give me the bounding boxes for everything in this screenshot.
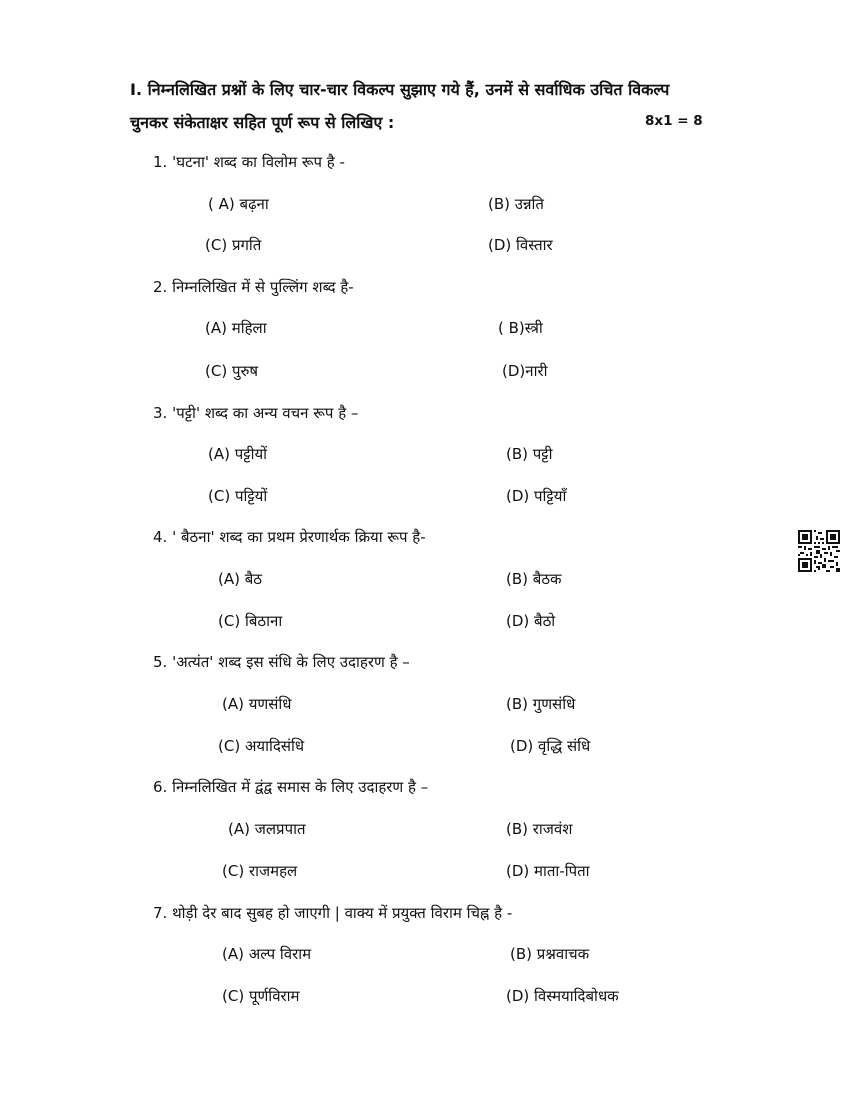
question-5-option-c: (C) अयादिसंधि [218,737,305,755]
question-7-option-b: (B) प्रश्नवाचक [510,945,590,963]
question-6-option-b: (B) राजवंश [506,820,573,838]
question-2-text: 2. निम्नलिखित में से पुल्लिंग शब्द है- [153,278,354,296]
question-1-option-c: (C) प्रगति [205,236,262,254]
question-1-option-b: (B) उन्नति [488,195,544,213]
section-heading-line-2: चुनकर संकेताक्षर सहित पूर्ण रूप से लिखिए : [130,113,395,132]
question-7-option-d: (D) विस्मयादिबोधक [506,987,619,1005]
question-6-option-d: (D) माता-पिता [506,862,590,880]
question-5-text: 5. 'अत्यंत' शब्द इस संधि के लिए उदाहरण है – [153,653,410,671]
question-2-option-a: (A) महिला [205,319,267,337]
question-3-option-d: (D) पट्टियाँ [506,487,567,505]
question-6-text: 6. निम्नलिखित में द्वंद्व समास के लिए उदाहरण है – [153,778,429,796]
question-1-option-d: (D) विस्तार [488,236,553,254]
question-5-option-a: (A) यणसंधि [222,695,292,713]
question-4-option-d: (D) बैठो [506,612,556,630]
question-5-option-d: (D) वृद्धि संधि [510,737,591,755]
question-3-option-a: (A) पट्टीयों [208,445,268,463]
question-4-option-c: (C) बिठाना [218,612,283,630]
question-6-option-c: (C) राजमहल [222,862,298,880]
question-3-option-b: (B) पट्टी [506,445,553,463]
qr-code-icon [798,530,840,572]
question-6-option-a: (A) जलप्रपात [228,820,306,838]
question-2-option-b: ( B)स्त्री [498,319,543,337]
section-heading-line-1: I. निम्नलिखित प्रश्नों के लिए चार-चार विकल्प सुझाए गये हैं, उनमें से सर्वाधिक उचित विकल्प [130,80,670,99]
question-4-option-b: (B) बैठक [506,570,562,588]
question-3-text: 3. 'पट्टी' शब्द का अन्य वचन रूप है – [153,404,359,422]
question-1-option-a: ( A) बढ़ना [208,195,269,213]
question-2-option-d: (D)नारी [502,362,548,380]
question-2-option-c: (C) पुरुष [205,362,259,380]
question-3-option-c: (C) पट्टियों [208,487,268,505]
question-7-option-c: (C) पूर्णविराम [222,987,300,1005]
question-5-option-b: (B) गुणसंधि [506,695,576,713]
question-4-option-a: (A) बैठ [218,570,263,588]
question-4-text: 4. ' बैठना' शब्द का प्रथम प्रेरणार्थक क्रिया रूप है- [153,528,426,546]
question-1-text: 1. 'घटना' शब्द का विलोम रूप है - [153,153,345,171]
question-7-text: 7. थोड़ी देर बाद सुबह हो जाएगी | वाक्य में प्रयुक्त विराम चिह्न है - [153,904,513,922]
question-7-option-a: (A) अल्प विराम [222,945,312,963]
marks-allocation: 8x1 = 8 [645,113,703,129]
